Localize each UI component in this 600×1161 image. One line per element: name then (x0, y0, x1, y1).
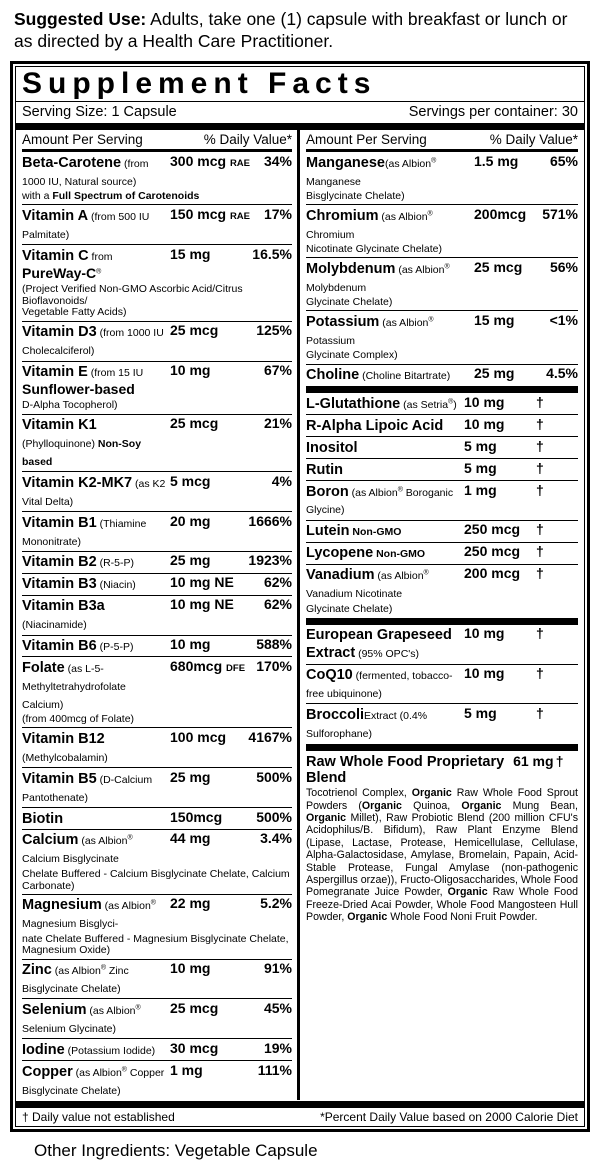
nutrient-daily-value: 500% (256, 768, 292, 785)
nutrient-amount: 1.5 mg (474, 152, 519, 169)
nutrient-name: Selenium (as Albion® Selenium Glycinate) (22, 1001, 141, 1035)
serving-info (16, 102, 584, 123)
nutrient-name: Zinc (as Albion® Zinc Bisglycinate Chelate) (22, 962, 129, 995)
nutrient-daily-value: 5.2% (260, 895, 292, 912)
nutrient-row (22, 959, 292, 999)
right-nutrient-rows-other (306, 393, 578, 616)
right-group-divider-3 (306, 744, 578, 751)
nutrient-amount: 25 mcg (170, 322, 219, 339)
nutrient-row (22, 894, 292, 934)
nutrient-amount: 10 mg NE (170, 596, 234, 613)
servings-per-container: Servings per container: 30 (408, 104, 578, 121)
nutrient-subtext: with a Full Spectrum of Carotenoids (22, 190, 200, 203)
nutrient-daily-value: † (536, 459, 544, 476)
nutrient-name: Vitamin B3a (Niacinamide) (22, 598, 105, 632)
nutrient-daily-value: † (536, 437, 544, 454)
nutrient-daily-value: 56% (549, 258, 578, 275)
nutrient-name: Vitamin D3 (from 1000 IU Cholecalciferol) (22, 324, 164, 358)
nutrient-name: Vitamin C from PureWay-C® (22, 247, 113, 281)
nutrient-daily-value: 3.4% (260, 830, 292, 847)
nutrient-daily-value: 111% (257, 1061, 292, 1078)
nutrient-row (22, 244, 292, 284)
nutrient-row (306, 257, 578, 297)
blend-dv: † (555, 753, 564, 770)
nutrient-amount: 250 mcg (464, 543, 521, 560)
nutrient-name: Vitamin B12 (Methylcobalamin) (22, 730, 108, 764)
nutrient-amount: 25 mcg (170, 999, 219, 1016)
nutrient-daily-value: 91% (263, 960, 292, 977)
left-column (16, 130, 300, 1100)
nutrient-amount: 20 mg (170, 512, 211, 529)
right-column (300, 130, 584, 1100)
nutrient-amount: 10 mg NE (170, 574, 234, 591)
nutrient-name: Vitamin B2 (R-5-P) (22, 554, 135, 571)
nutrient-daily-value: 62% (263, 596, 292, 613)
nutrient-row (306, 152, 578, 191)
nutrient-name: Vitamin K1 (Phylloquinone) Non-Soy based (22, 417, 142, 468)
nutrient-name: Copper (as Albion® Copper Bisglycinate Chelate) (22, 1063, 165, 1097)
nutrient-daily-value: † (536, 415, 544, 432)
right-nutrient-rows-extracts (306, 625, 578, 743)
nutrient-name: Vitamin B3 (Niacin) (22, 576, 136, 593)
nutrient-daily-value: 588% (256, 636, 292, 653)
nutrient-amount: 25 mg (170, 552, 211, 569)
nutrient-amount: 30 mcg (170, 1039, 219, 1056)
panel-title: Supplement Facts (22, 66, 377, 100)
nutrient-row (22, 595, 292, 635)
nutrient-daily-value: 500% (256, 808, 292, 825)
nutrient-name: R-Alpha Lipoic Acid (306, 417, 444, 434)
nutrient-subtext: (Project Verified Non-GMO Ascorbic Acid/Citrus Bioflavonoids/ Vegetable Fatty Acids) (22, 282, 243, 319)
nutrient-row (22, 829, 292, 869)
nutrient-daily-value: 4167% (248, 728, 292, 745)
nutrient-daily-value: 62% (263, 574, 292, 591)
nutrient-daily-value: † (536, 625, 544, 642)
nutrient-name: Rutin (306, 461, 344, 478)
nutrient-name: Beta-Carotene (from 1000 IU, Natural source) (22, 154, 149, 188)
left-nutrient-rows (22, 152, 292, 1100)
nutrient-row (306, 364, 578, 386)
nutrient-amount: 5 mg (464, 459, 497, 476)
nutrient-amount: 10 mg (170, 636, 211, 653)
left-column-header (22, 130, 292, 149)
nutrient-row (22, 807, 292, 829)
nutrient-amount: 10 mg (464, 625, 505, 642)
nutrient-subtext: D-Alpha Tocopherol) (22, 399, 118, 412)
nutrient-row (306, 542, 578, 564)
nutrient-amount: 10 mg (170, 362, 211, 379)
amount-per-serving-header: Amount Per Serving (22, 132, 143, 148)
nutrient-row (306, 458, 578, 480)
nutrient-row (306, 625, 578, 664)
nutrient-daily-value: 571% (542, 205, 578, 222)
nutrient-subtext: Chelate Buffered - Calcium Bisglycinate Chelate, Calcium Carbonate) (22, 867, 290, 892)
nutrient-row (22, 152, 292, 191)
nutrient-name: Molybdenum (as Albion® Molybdenum (306, 260, 450, 294)
nutrient-name: Chromium (as Albion® Chromium (306, 207, 433, 241)
nutrient-subtext: Glycinate Chelate) (306, 296, 393, 309)
amount-per-serving-header: Amount Per Serving (306, 132, 427, 148)
percent-note: *Percent Daily Value based on 2000 Calorie Diet (320, 1109, 578, 1124)
footer-divider (16, 1101, 584, 1108)
nutrient-amount: 5 mcg (170, 472, 211, 489)
nutrient-daily-value: † (536, 481, 544, 498)
nutrient-row (22, 656, 292, 714)
panel-footer (16, 1108, 584, 1126)
nutrient-daily-value: 45% (263, 999, 292, 1016)
nutrient-row (306, 414, 578, 436)
nutrient-daily-value: 16.5% (252, 245, 292, 262)
nutrient-row (22, 511, 292, 551)
nutrient-row (22, 1038, 292, 1060)
nutrient-subtext: nate Chelate Buffered - Magnesium Bisglycinate Chelate, Magnesium Oxide) (22, 932, 289, 957)
nutrient-amount: 200mcg (474, 205, 527, 222)
serving-size: Serving Size: 1 Capsule (22, 104, 177, 121)
serving-divider (16, 123, 584, 130)
nutrient-row (22, 321, 292, 361)
nutrient-row (306, 564, 578, 604)
suggested-use-text: Adults, take one (1) capsule with breakfast or lunch or as directed by a Health Care Practitioner. (14, 9, 568, 52)
nutrient-name: Magnesium (as Albion® Magnesium Bisglyci- (22, 897, 156, 931)
nutrient-daily-value: † (536, 393, 544, 410)
nutrient-name: Potassium (as Albion® Potassium (306, 313, 434, 347)
nutrient-subtext: Glycinate Complex) (306, 349, 398, 362)
nutrient-amount: 22 mg (170, 895, 211, 912)
nutrient-name: Iodine (Potassium Iodide) (22, 1041, 156, 1058)
nutrient-daily-value: † (536, 665, 544, 682)
daily-value-header: % Daily Value* (489, 132, 578, 148)
suggested-use-label: Suggested Use: (14, 9, 147, 29)
nutrient-columns (16, 130, 584, 1100)
nutrient-amount: 1 mg (170, 1061, 203, 1078)
right-column-header (306, 130, 578, 149)
nutrient-subtext: Glycinate Chelate) (306, 602, 393, 615)
nutrient-row (306, 310, 578, 350)
nutrient-name: Boron (as Albion® Boroganic Glycine) (306, 483, 454, 517)
nutrient-amount: 10 mg (464, 415, 505, 432)
nutrient-amount: 300 mcg RAE (170, 152, 250, 169)
nutrient-row (306, 393, 578, 414)
nutrient-row (306, 204, 578, 244)
nutrient-name: Choline (Choline Bitartrate) (306, 367, 451, 384)
nutrient-daily-value: 65% (549, 152, 578, 169)
right-group-divider-1 (306, 386, 578, 393)
nutrient-name: CoQ10 (fermented, tobacco-free ubiquinone) (306, 667, 453, 700)
nutrient-amount: 150 mcg RAE (170, 205, 250, 222)
nutrient-name: Vitamin E (from 15 IU Sunflower-based (22, 364, 144, 397)
nutrient-name: Lycopene Non-GMO (306, 545, 426, 562)
nutrient-daily-value: 19% (263, 1039, 292, 1056)
nutrient-row (22, 573, 292, 595)
nutrient-row (22, 998, 292, 1038)
nutrient-daily-value: 4.5% (546, 365, 578, 382)
nutrient-name: Vanadium (as Albion® Vanadium Nicotinate (306, 567, 429, 601)
supplement-facts-panel (10, 61, 590, 1132)
nutrient-name: Vitamin K2-MK7 (as K2 Vital Delta) (22, 474, 166, 508)
nutrient-amount: 5 mg (464, 704, 497, 721)
nutrient-name: Lutein Non-GMO (306, 523, 402, 540)
nutrient-row (306, 520, 578, 542)
nutrient-subtext: Nicotinate Glycinate Chelate) (306, 243, 442, 256)
nutrient-row (22, 471, 292, 511)
nutrient-amount: 15 mg (170, 245, 211, 262)
nutrient-subtext: (from 400mcg of Folate) (22, 713, 135, 726)
nutrient-daily-value: <1% (549, 311, 578, 328)
nutrient-daily-value: 125% (256, 322, 292, 339)
nutrient-amount: 15 mg (474, 311, 515, 328)
nutrient-name: Vitamin B5 (D-Calcium Pantothenate) (22, 770, 153, 804)
nutrient-daily-value: 21% (263, 415, 292, 432)
nutrient-daily-value: † (536, 704, 544, 721)
nutrient-row (306, 664, 578, 704)
blend-amount: 61 mg (513, 753, 554, 770)
nutrient-name: L-Glutathione (as Setria®) (306, 395, 457, 412)
nutrient-daily-value: 1923% (248, 552, 292, 569)
proprietary-blend-header (306, 751, 578, 787)
nutrient-name: Vitamin B6 (P-5-P) (22, 638, 134, 655)
nutrient-row (22, 204, 292, 244)
nutrient-amount: 25 mg (170, 768, 211, 785)
nutrient-amount: 150mcg (170, 808, 223, 825)
nutrient-row (22, 767, 292, 807)
nutrient-row (306, 436, 578, 458)
nutrient-name: Folate (as L-5-Methyltetrahydrofolate Calcium) (22, 659, 126, 711)
panel-inner (15, 66, 585, 1127)
nutrient-name: BroccoliExtract (0.4% Sulforophane) (306, 706, 428, 740)
nutrient-amount: 1 mg (464, 481, 497, 498)
nutrient-row (22, 551, 292, 573)
nutrient-amount: 250 mcg (464, 521, 521, 538)
nutrient-amount: 10 mg (464, 665, 505, 682)
nutrient-name: Vitamin B1 (Thiamine Mononitrate) (22, 514, 147, 548)
right-nutrient-rows-minerals (306, 152, 578, 385)
nutrient-row (22, 361, 292, 401)
nutrient-name: Inositol (306, 439, 358, 456)
nutrient-name: Biotin (22, 810, 64, 827)
nutrient-amount: 5 mg (464, 437, 497, 454)
nutrient-amount: 100 mcg (170, 728, 227, 745)
nutrient-daily-value: 4% (271, 472, 292, 489)
nutrient-daily-value: 34% (263, 152, 292, 169)
suggested-use (0, 0, 600, 57)
nutrient-name: Calcium (as Albion® Calcium Bisglycinate (22, 832, 133, 866)
nutrient-name: Vitamin A (from 500 IU Palmitate) (22, 207, 150, 241)
nutrient-name: European Grapeseed Extract (95% OPC's) (306, 627, 452, 662)
nutrient-daily-value: 67% (263, 362, 292, 379)
nutrient-daily-value: 170% (256, 657, 292, 674)
nutrient-row (306, 480, 578, 520)
nutrient-row (22, 727, 292, 767)
nutrient-amount: 25 mcg (170, 415, 219, 432)
nutrient-daily-value: † (536, 521, 544, 538)
nutrient-amount: 25 mg (474, 365, 515, 382)
nutrient-row (22, 1060, 292, 1100)
nutrient-amount: 25 mcg (474, 258, 523, 275)
nutrient-subtext: Bisglycinate Chelate) (306, 190, 405, 203)
nutrient-amount: 44 mg (170, 830, 211, 847)
nutrient-daily-value: 1666% (248, 512, 292, 529)
nutrient-row (22, 635, 292, 657)
right-group-divider-2 (306, 618, 578, 625)
nutrient-amount: 10 mg (170, 960, 211, 977)
nutrient-daily-value: 17% (263, 205, 292, 222)
nutrient-amount: 200 mcg (464, 565, 521, 582)
blend-title: Raw Whole Food Proprietary Blend (306, 754, 505, 787)
nutrient-name: Manganese(as Albion® Manganese (306, 154, 437, 188)
dagger-note: † Daily value not established (22, 1109, 175, 1124)
nutrient-row (306, 703, 578, 743)
nutrient-daily-value: † (536, 543, 544, 560)
nutrient-daily-value: † (536, 565, 544, 582)
nutrient-row (22, 414, 292, 472)
daily-value-header: % Daily Value* (203, 132, 292, 148)
other-ingredients: Other Ingredients: Vegetable Capsule (34, 1140, 318, 1160)
nutrient-amount: 680mcg DFE (170, 657, 246, 674)
blend-ingredients: Tocotrienol Complex, Organic Raw Whole Food Sprout Powders (Organic Quinoa, Organic Mung Bean, Organic Millet), Raw Probiotic Blend (200 million CFU's Acidophilus/B. Bifidum), Raw Plant Enzyme Blend (Lipase, Lactase, Protease, Hemicellulase, Cellulase, Alpha-Galactosidase, Amylase, Bromelain, Papain, Acid-Stable Protease, Fungal Amylase (non-pathogenic Aspergillus orzae)), Fructo-Oligosaccharides, Whole Food Pomegranate Juice Powder, Organic Raw Whole Food Freeze-Dried Acai Powder, Whole Food Mangosteen Hull Powder, Organic Whole Food Noni Fruit Powder. (306, 787, 579, 924)
nutrient-amount: 10 mg (464, 393, 505, 410)
